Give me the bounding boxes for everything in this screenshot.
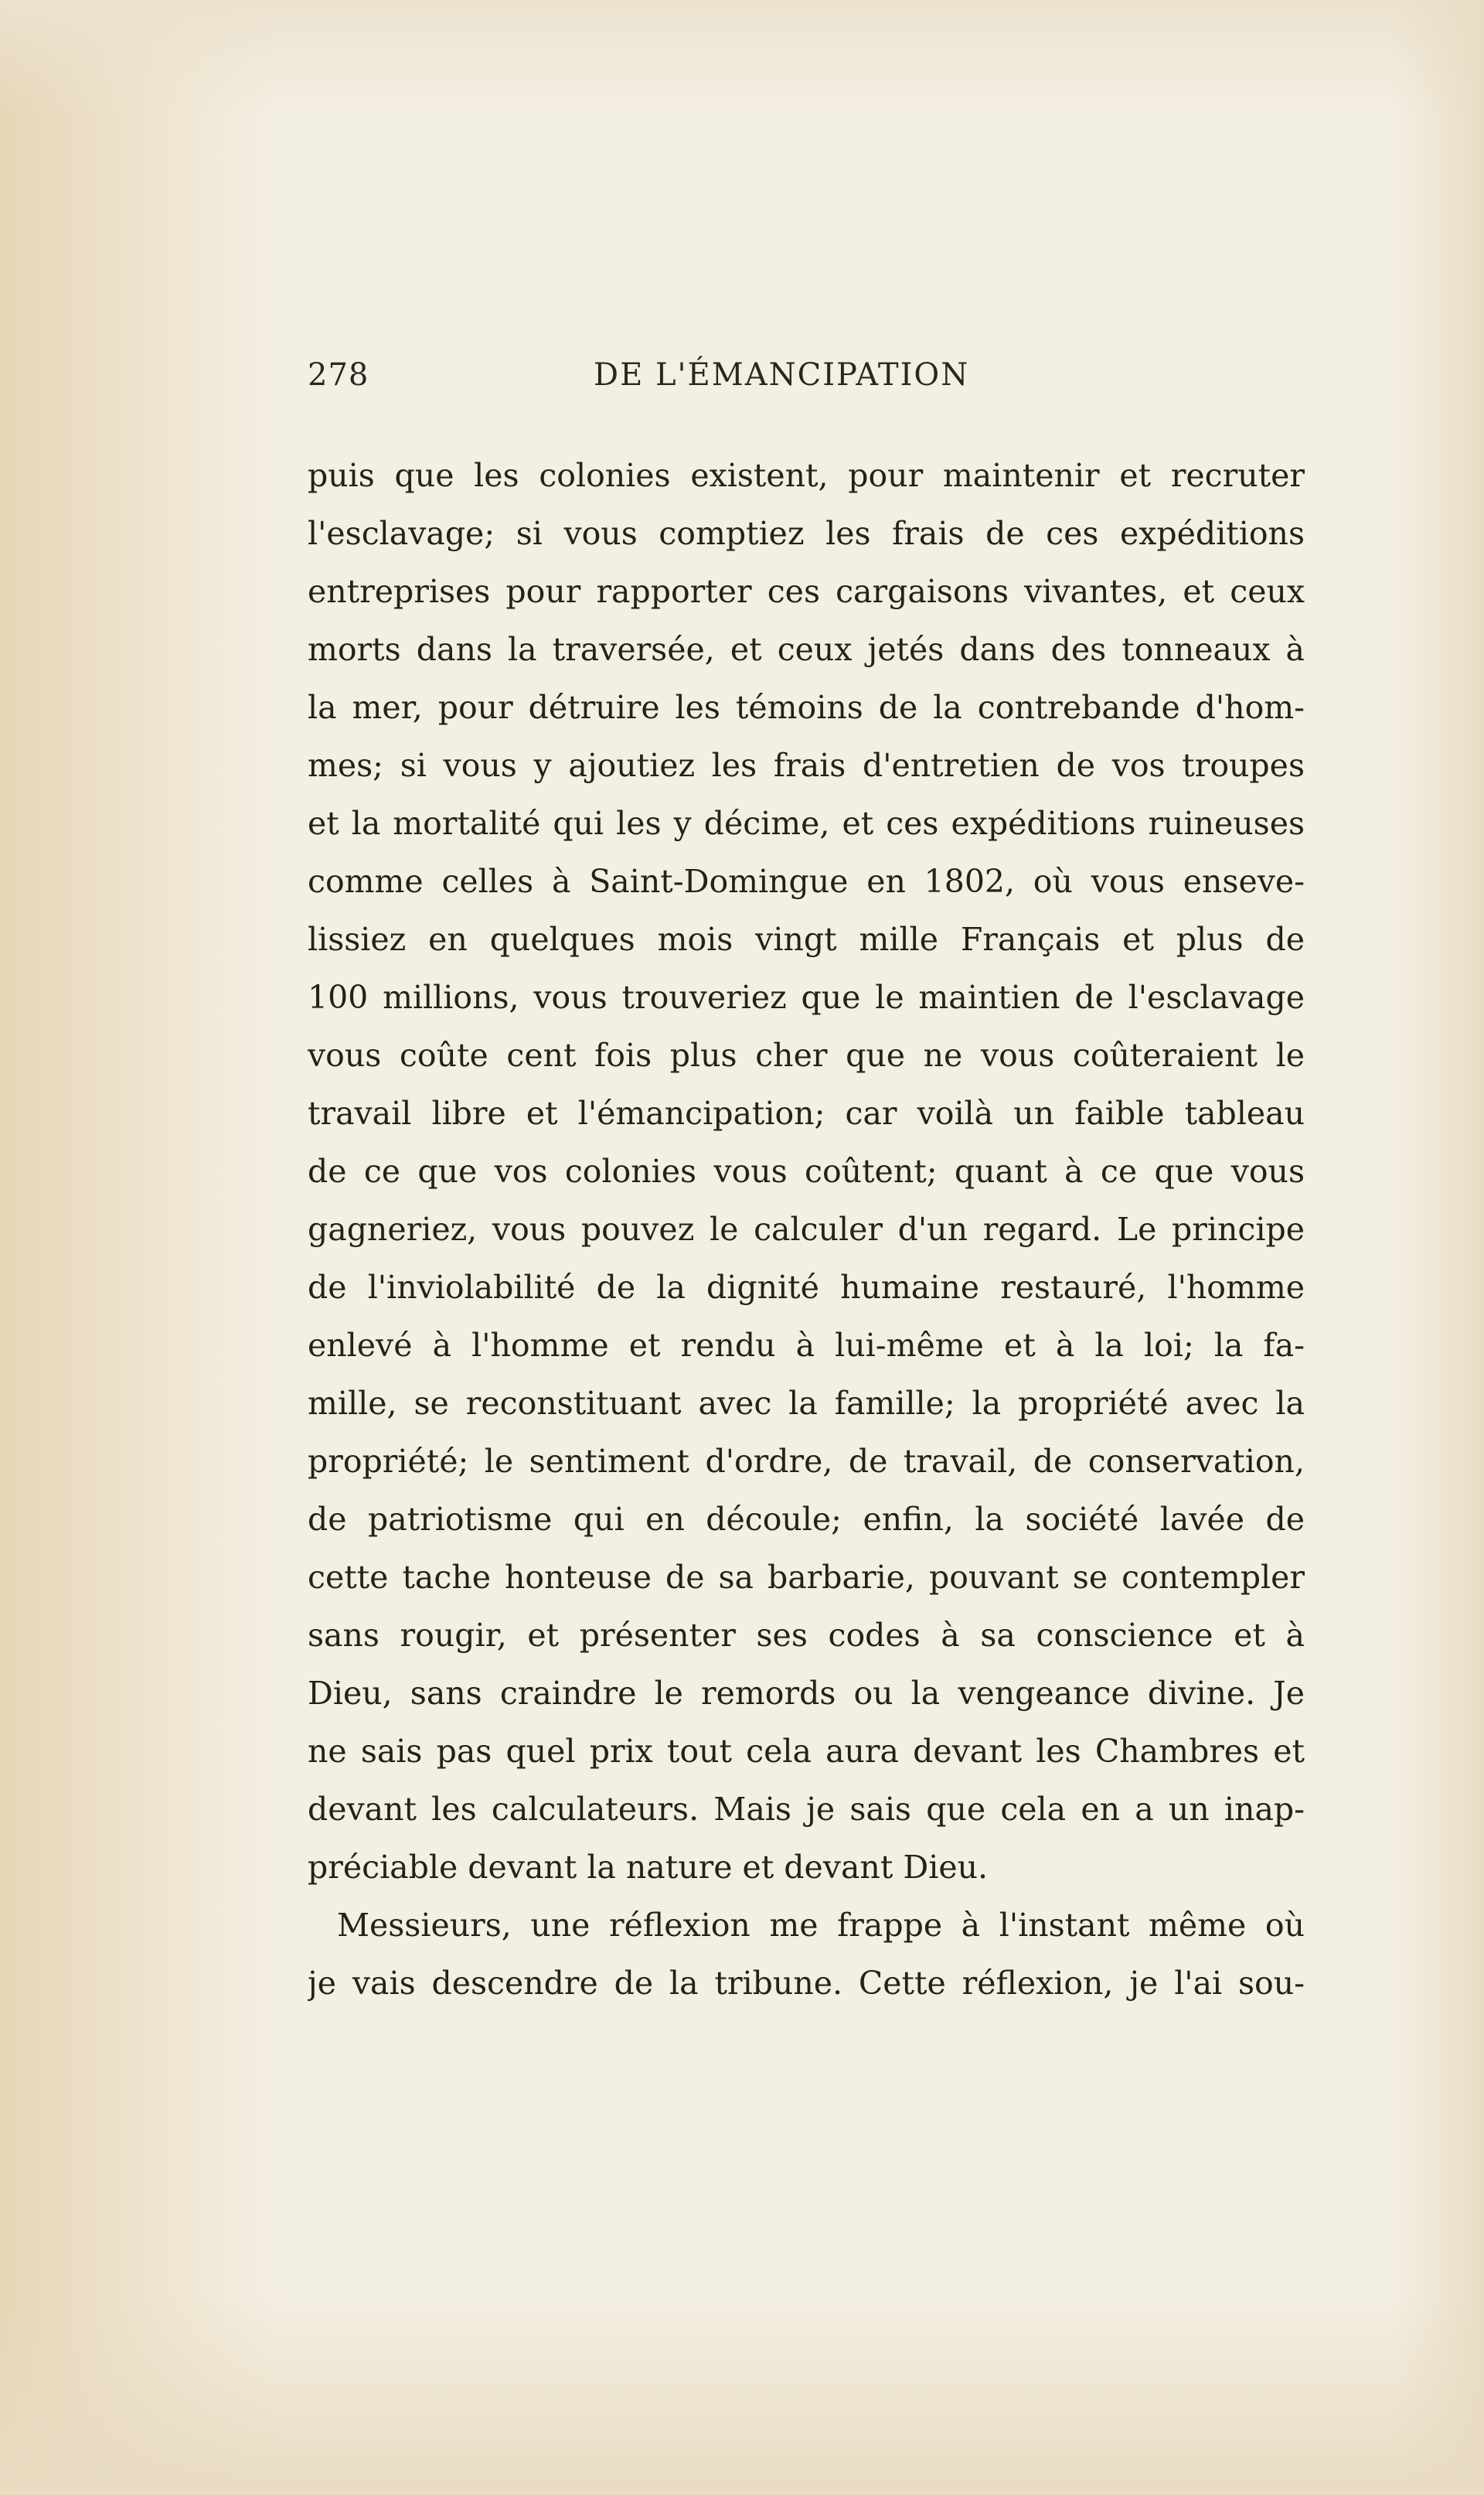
text-line: de l'inviolabilité de la dignité humaine restauré, l'homme [308, 1269, 1305, 1306]
text-line: cette tache honteuse de sa barbarie, pouvant se contempler [308, 1559, 1305, 1596]
text-line: Dieu, sans craindre le remords ou la vengeance divine. Je [308, 1675, 1305, 1712]
text-line: comme celles à Saint-Domingue en 1802, où vous enseve- [308, 863, 1305, 900]
text-line: et la mortalité qui les y décime, et ces expéditions ruineuses [308, 805, 1305, 842]
text-line: lissiez en quelques mois vingt mille Français et plus de [308, 921, 1305, 958]
page-edge-stain-bottom [0, 2294, 1484, 2495]
text-line: devant les calculateurs. Mais je sais que cela en a un inap- [308, 1791, 1305, 1828]
running-title: DE L'ÉMANCIPATION [594, 357, 970, 393]
text-line: de patriotisme qui en découle; enfin, la société lavée de [308, 1501, 1305, 1538]
paragraph-start-line: Messieurs, une réflexion me frappe à l'instant même où [337, 1907, 1305, 1944]
text-line: entreprises pour rapporter ces cargaisons vivantes, et ceux [308, 573, 1305, 610]
text-line: 100 millions, vous trouveriez que le maintien de l'esclavage [308, 979, 1305, 1016]
page-number: 278 [308, 357, 369, 393]
text-line: l'esclavage; si vous comptiez les frais de ces expéditions [308, 515, 1305, 552]
body-text [308, 447, 1305, 2013]
running-head [308, 357, 1305, 404]
text-line: vous coûte cent fois plus cher que ne vous coûteraient le [308, 1037, 1305, 1074]
text-line: morts dans la traversée, et ceux jetés dans des tonneaux à [308, 631, 1305, 668]
text-line: sans rougir, et présenter ses codes à sa conscience et à [308, 1617, 1305, 1654]
text-line: de ce que vos colonies vous coûtent; quant à ce que vous [308, 1153, 1305, 1190]
text-line: la mer, pour détruire les témoins de la contrebande d'hom- [308, 689, 1305, 726]
text-line: je vais descendre de la tribune. Cette réflexion, je l'ai sou- [308, 1965, 1305, 2002]
text-line: gagneriez, vous pouvez le calculer d'un regard. Le principe [308, 1211, 1305, 1248]
text-line: mille, se reconstituant avec la famille; la propriété avec la [308, 1385, 1305, 1422]
text-line: enlevé à l'homme et rendu à lui-même et à la loi; la fa- [308, 1327, 1305, 1364]
page-edge-stain-right [1391, 0, 1484, 2495]
text-line: ne sais pas quel prix tout cela aura devant les Chambres et [308, 1733, 1305, 1770]
page-edge-stain-left [0, 0, 278, 2495]
paragraph-end-line: préciable devant la nature et devant Dieu. [308, 1849, 989, 1886]
text-line: puis que les colonies existent, pour maintenir et recruter [308, 457, 1305, 494]
text-line: travail libre et l'émancipation; car voilà un faible tableau [308, 1095, 1305, 1132]
text-line: propriété; le sentiment d'ordre, de travail, de conservation, [308, 1443, 1305, 1480]
text-line: mes; si vous y ajoutiez les frais d'entretien de vos troupes [308, 747, 1305, 784]
page-edge-stain-top [0, 0, 1484, 116]
